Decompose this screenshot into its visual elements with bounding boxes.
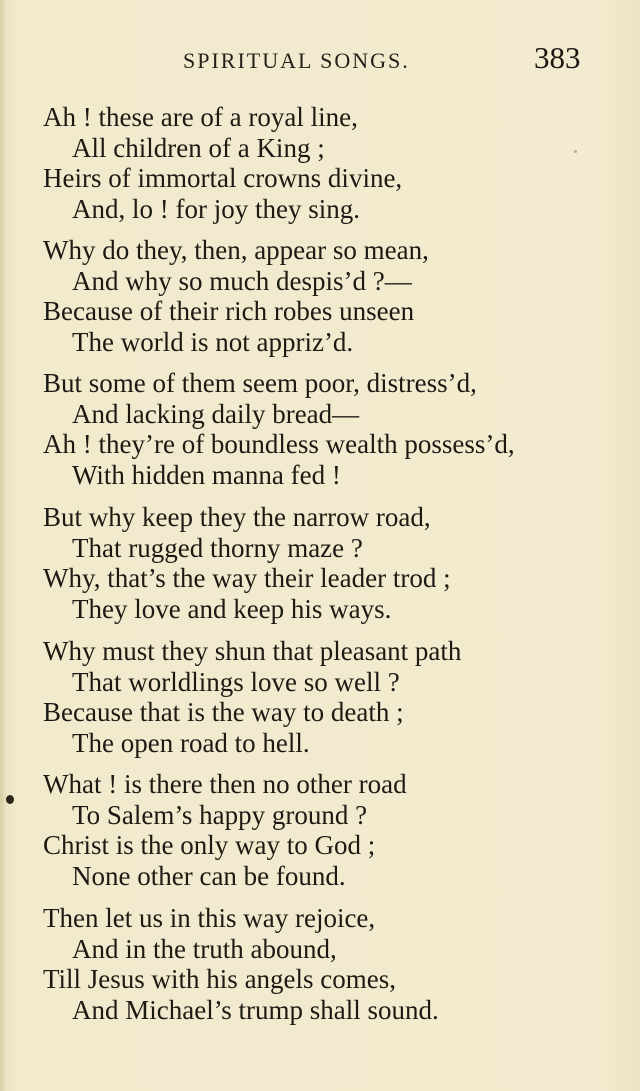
- verse-line: And Michael’s trump shall sound.: [72, 994, 439, 1025]
- verse-line: And why so much despis’d ?—: [72, 265, 412, 296]
- verse-line: Then let us in this way rejoice,: [43, 903, 376, 933]
- verse-line: And in the truth abound,: [72, 933, 337, 964]
- paper-speck: [574, 150, 577, 153]
- verse-line: But some of them seem poor, distress’d,: [43, 368, 477, 398]
- verse-line: Why do they, then, appear so mean,: [43, 235, 429, 265]
- verse-line: And, lo ! for joy they sing.: [72, 193, 360, 224]
- verse-line: To Salem’s happy ground ?: [72, 799, 368, 830]
- verse-line: Why must they shun that pleasant path: [43, 636, 462, 666]
- verse-line: Because of their rich robes unseen: [43, 296, 415, 326]
- running-head: SPIRITUAL SONGS.: [183, 48, 410, 73]
- stanza-3: [0, 368, 640, 490]
- stanza-1: [0, 102, 640, 224]
- verse-line: Ah ! they’re of boundless wealth possess’d,: [43, 429, 515, 459]
- ink-speck: [6, 795, 14, 804]
- verse-line: The world is not appriz’d.: [72, 326, 354, 357]
- verse-line: Heirs of immortal crowns divine,: [43, 163, 403, 193]
- verse-line: Because that is the way to death ;: [43, 697, 404, 727]
- verse-line: Why, that’s the way their leader trod ;: [43, 563, 451, 593]
- verse-line: What ! is there then no other road: [43, 769, 407, 799]
- verse-line: That rugged thorny maze ?: [72, 532, 363, 563]
- stanza-2: [0, 235, 640, 357]
- verse-line: All children of a King ;: [72, 132, 325, 163]
- verse-line: That worldlings love so well ?: [72, 666, 400, 697]
- verse-line: Ah ! these are of a royal line,: [43, 102, 358, 132]
- verse-line: None other can be found.: [72, 860, 346, 891]
- verse-line: They love and keep his ways.: [72, 593, 392, 624]
- stanza-4: [0, 502, 640, 624]
- verse-line: Christ is the only way to God ;: [43, 830, 376, 860]
- verse-line: But why keep they the narrow road,: [43, 502, 431, 532]
- verse-line: With hidden manna fed !: [72, 459, 341, 490]
- stanza-6: [0, 769, 640, 891]
- verse-line: The open road to hell.: [72, 727, 310, 758]
- page-number: 383: [534, 40, 581, 75]
- stanza-7: [0, 903, 640, 1025]
- stanza-5: [0, 636, 640, 758]
- verse-line: Till Jesus with his angels comes,: [43, 964, 397, 994]
- verse-line: And lacking daily bread—: [72, 398, 360, 429]
